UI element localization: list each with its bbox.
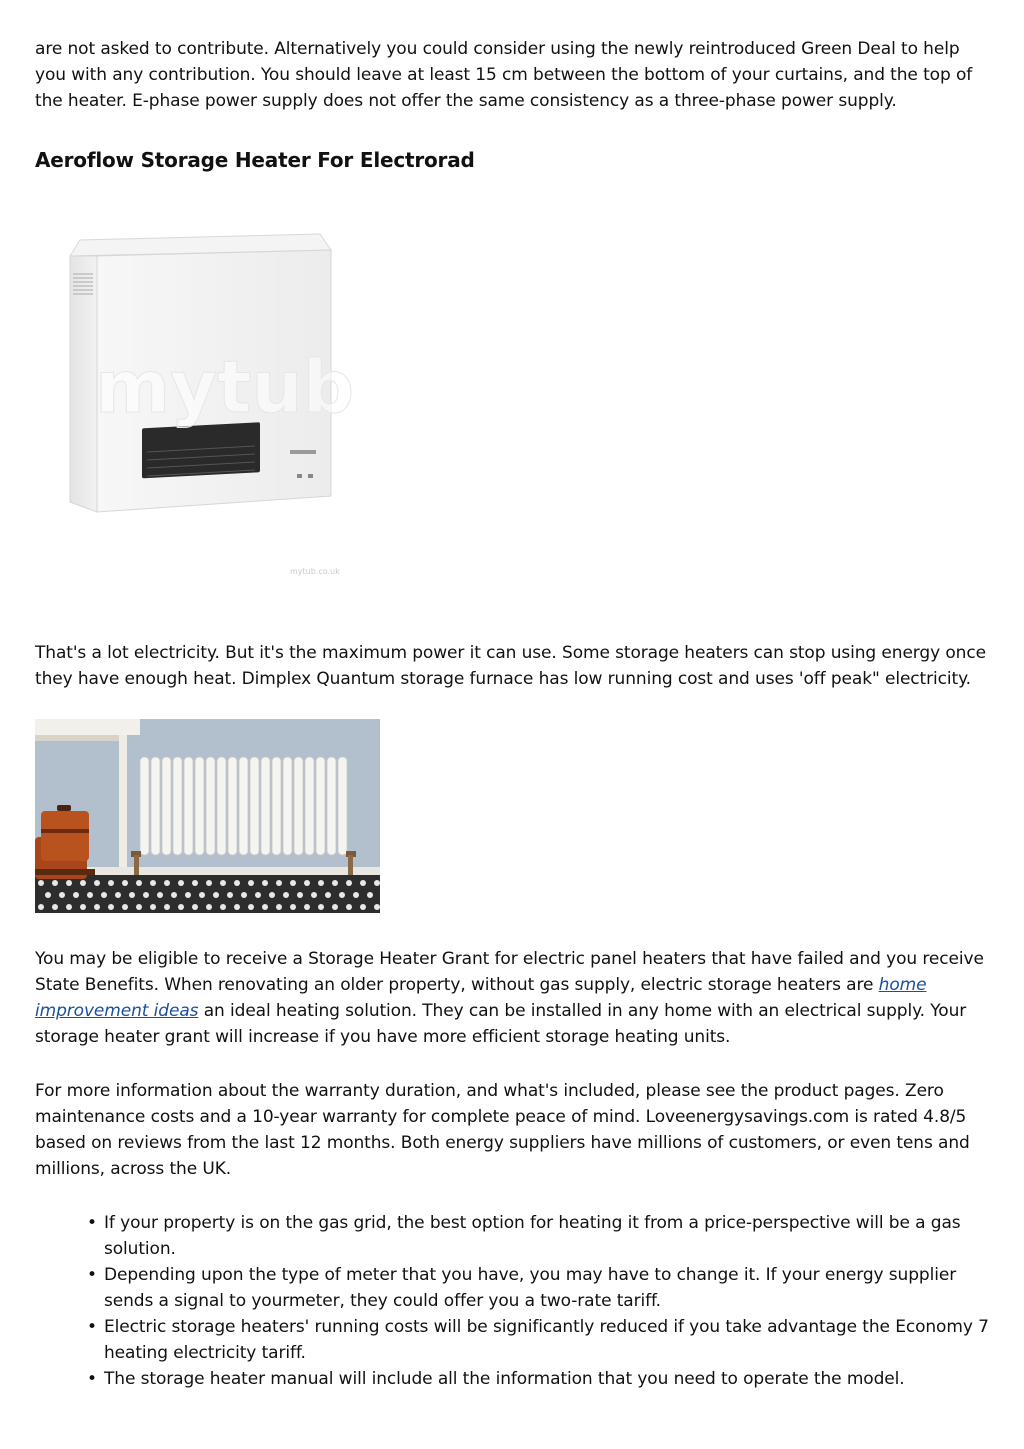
list-item-text: The storage heater manual will include all the information that you need to operate the model.	[104, 1369, 905, 1389]
list-item	[87, 1262, 995, 1314]
list-item-text: Electric storage heaters' running costs will be significantly reduced if you take advantage the Economy 7 heating electricity tariff.	[104, 1317, 989, 1363]
bullet-glyph: •	[87, 1265, 97, 1285]
paragraph-electricity: That's a lot electricity. But it's the maximum power it can use. Some storage heaters can stop using energy once they have enough heat. Dimplex Quantum storage furnace has low running cost and uses 'off peak" electricity.	[35, 643, 986, 689]
storage-heater-illustration	[35, 212, 380, 607]
image-caption: mytub.co.uk	[290, 567, 340, 576]
list-item	[87, 1314, 995, 1366]
bullet-glyph: •	[87, 1317, 97, 1337]
list-item-text: Depending upon the type of meter that you have, you may have to change it. If your energy supplier sends a signal to yourmeter, they could offer you a two-rate tariff.	[104, 1265, 957, 1311]
bullet-glyph: •	[87, 1213, 97, 1233]
section-heading: Aeroflow Storage Heater For Electrorad	[35, 148, 475, 172]
storage-heater-image	[35, 212, 380, 607]
paragraph-grant	[35, 946, 995, 1050]
radiator-photo	[35, 719, 380, 913]
list-item	[87, 1366, 995, 1392]
document-page	[35, 36, 995, 1392]
watermark-text: mytub	[95, 345, 355, 429]
home-improvement-ideas-link[interactable]: home improvement ideas	[35, 975, 927, 1021]
paragraph-warranty: For more information about the warranty duration, and what's included, please see the product pages. Zero maintenance costs and a 10-year warranty for complete peace of mind. Loveenergysavings.com is rated 4.8/5 based on reviews from the last 12 months. Both energy suppliers have millions of customers, or even tens and millions, across the UK.	[35, 1081, 970, 1179]
radiator-illustration	[35, 719, 380, 913]
paragraph-intro: are not asked to contribute. Alternatively you could consider using the newly reintroduced Green Deal to help you with any contribution. You should leave at least 15 cm between the bottom of your curtains, and the top of the heater. E-phase power supply does not offer the same consistency as a three-phase power supply.	[35, 39, 973, 111]
list-item-text: If your property is on the gas grid, the best option for heating it from a price-perspective will be a gas solution.	[104, 1213, 961, 1259]
bullet-glyph: •	[87, 1369, 97, 1389]
paragraph-grant-text-before: You may be eligible to receive a Storage Heater Grant for electric panel heaters that have failed and you receive State Benefits. When renovating an older property, without gas supply, electric storage heaters are	[35, 949, 984, 995]
paragraph-grant-text-after: an ideal heating solution. They can be installed in any home with an electrical supply. Your storage heater grant will increase if you have more efficient storage heating units.	[35, 1001, 967, 1047]
list-item	[87, 1210, 995, 1262]
bullet-list	[35, 1210, 995, 1392]
